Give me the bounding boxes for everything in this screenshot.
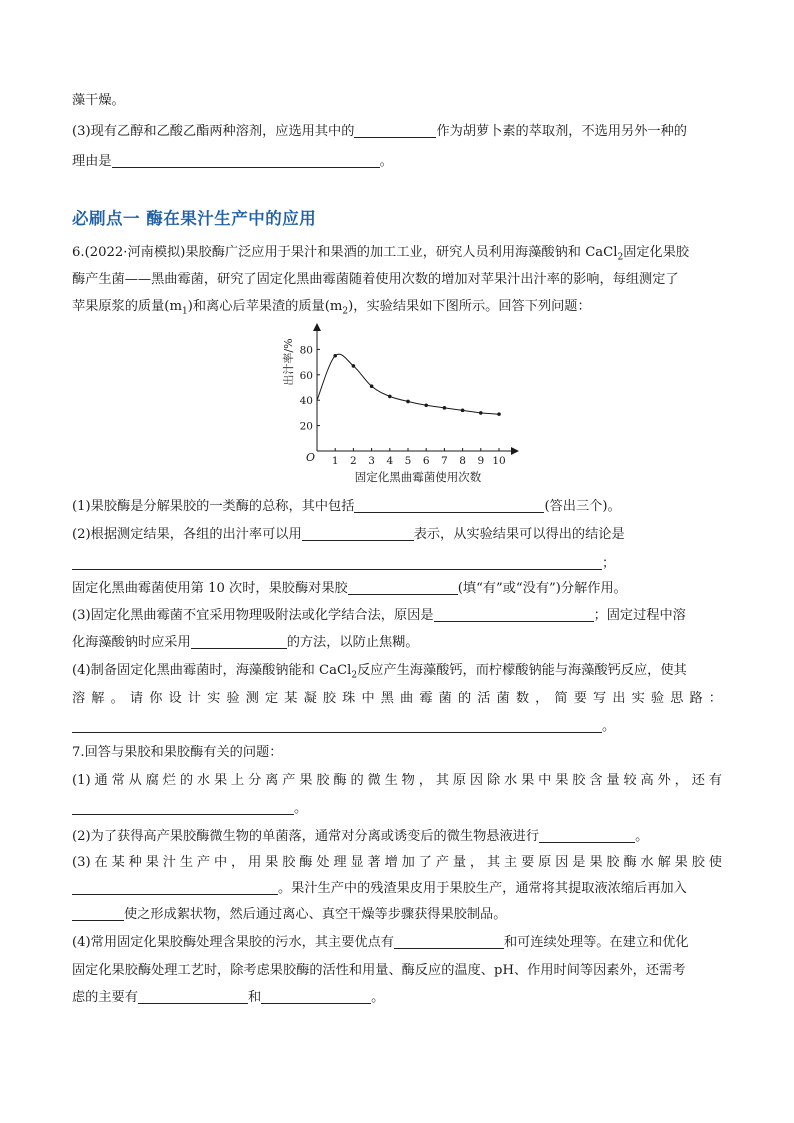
prev-question-part3: (3)现有乙醇和乙酸乙酯两种溶剂，应选用其中的 作为胡萝卜素的萃取剂，不选用另外一种的 (72, 124, 687, 139)
yield-curve-line (317, 354, 499, 414)
answer-blank[interactable] (72, 800, 294, 815)
x-tick-label: 1 (331, 455, 339, 467)
x-tick-label: 8 (459, 455, 466, 467)
answer-blank[interactable] (138, 989, 248, 1004)
x-tick-label: 4 (386, 455, 394, 467)
answer-blank[interactable] (72, 718, 602, 733)
q6-intro-line-3: 苹果原浆的质量$(m_1)$和离心后苹果渣的质量$(m_2)$，实验结果如下图所示。回答下列问题： (72, 299, 591, 317)
data-point (333, 354, 337, 358)
data-point (479, 411, 483, 415)
q6-part2-tenth-use: 固定化黑曲霉菌使用第 10 次时，果胶酶对果胶 (填“有”或“没有”)分解作用。 (72, 581, 627, 596)
q7-part3-line-3: 使之形成絮状物，然后通过离心、真空干燥等步骤获得果胶制品。 (72, 906, 722, 924)
answer-blank[interactable] (72, 555, 602, 570)
answer-blank[interactable] (539, 828, 635, 843)
x-tick-label: 6 (422, 455, 430, 467)
q7-part2: (2)为了获得高产果胶酶微生物的单菌落，通常对分离或诱变后的微生物悬液进行 。 (72, 829, 649, 844)
answer-blank[interactable] (354, 123, 436, 138)
data-point (424, 403, 428, 407)
y-tick-label: 80 (299, 344, 313, 357)
answer-blank[interactable] (434, 607, 594, 622)
y-axis-title: 出汁率/% (282, 338, 295, 386)
x-tick-label: 10 (492, 455, 506, 467)
q7-part4-line-2: 固定化果胶酶处理工艺时，除考虑果胶酶的活性和用量、酶反应的温度、pH、作用时间等因素外，还需考 (72, 963, 686, 978)
x-tick-label: 2 (350, 455, 357, 467)
section-title: 必刷点一 酶在果汁生产中的应用 (72, 209, 317, 228)
data-point (388, 395, 392, 399)
x-tick-label: 9 (477, 455, 485, 467)
answer-blank[interactable] (112, 153, 380, 168)
data-point (497, 412, 501, 416)
x-tick-label: 3 (368, 455, 375, 467)
x-axis-title: 固定化黑曲霉菌使用次数 (354, 470, 482, 484)
juice-yield-chart (270, 322, 520, 492)
origin-label: O (306, 451, 316, 464)
q6-part4-answer-line: 。 (72, 718, 722, 736)
data-point (352, 364, 356, 368)
data-point (370, 384, 374, 388)
x-tick-label: 7 (441, 455, 448, 467)
x-tick-label: 5 (404, 455, 412, 467)
q6-intro-line-1: 6.(2022·河南模拟)果胶酶广泛应用于果汁和果酒的加工工业，研究人员利用海藻酸钠和 CaCl$_2$固定化果胶 (72, 245, 690, 263)
q7-part4-line-3: 虑的主要有 和 。 (72, 990, 385, 1005)
answer-blank[interactable] (191, 634, 287, 649)
q7-part3: (3)在某种果汁生产中，用果胶酶处理显著增加了产量，其主要原因是果胶酶水解果胶使 (72, 855, 722, 870)
q7-part4: (4)常用固定化果胶酶处理含果胶的污水，其主要优点有 和可连续处理等。在建立和优化 (72, 935, 689, 950)
q6-part2: (2)根据测定结果，各组的出汁率可以用 表示，从实验结果可以得出的结论是 (72, 527, 625, 542)
y-tick-label: 20 (299, 420, 313, 433)
q7-part1-answer-line: 。 (72, 800, 722, 818)
q6-part3-melt: 化海藻酸钠时应采用 的方法，以防止焦糊。 (72, 635, 419, 650)
data-point (461, 409, 465, 413)
q7-part3-line-2: 。果汁生产中的残渣果皮用于果胶生产，通常将其提取液浓缩后再加入 (72, 880, 722, 898)
q7-intro: 7.回答与果胶和果胶酶有关的问题： (72, 745, 283, 760)
answer-blank[interactable] (354, 498, 544, 513)
data-point (406, 400, 410, 404)
prev-question-part3-reason: 理由是 。 (72, 154, 393, 169)
answer-blank[interactable] (302, 526, 414, 541)
q6-part2-conclusion: ； (72, 555, 722, 573)
q6-intro-line-2: 酶产生菌——黑曲霉菌，研究了固定化黑曲霉菌随着使用次数的增加对苹果汁出汁率的影响，每组测定了 (72, 272, 679, 287)
q6-part4: (4)制备固定化黑曲霉菌时，海藻酸钠能和 CaCl$_2$反应产生海藻酸钙，而柠檬酸钠能与海藻酸钙反应，使其 (72, 663, 687, 681)
prev-question-line-1: 藻干燥。 (72, 93, 125, 108)
q6-part4-design: 溶解。请你设计实验测定某凝胶珠中黑曲霉菌的活菌数，简要写出实验思路： (72, 691, 722, 706)
q7-part1: (1)通常从腐烂的水果上分离产果胶酶的微生物，其原因除水果中果胶含量较高外，还有 (72, 773, 722, 788)
y-tick-label: 40 (299, 395, 313, 408)
q6-part3: (3)固定化黑曲霉菌不宜采用物理吸附法或化学结合法，原因是 ；固定过程中溶 (72, 608, 686, 623)
answer-blank[interactable] (72, 906, 124, 921)
answer-blank[interactable] (72, 880, 278, 895)
answer-blank[interactable] (394, 934, 504, 949)
answer-blank[interactable] (348, 580, 458, 595)
y-tick-label: 60 (299, 369, 313, 382)
data-point (443, 406, 447, 410)
q6-part1: (1)果胶酶是分解果胶的一类酶的总称，其中包括 (答出三个)。 (72, 499, 621, 514)
answer-blank[interactable] (261, 989, 371, 1004)
